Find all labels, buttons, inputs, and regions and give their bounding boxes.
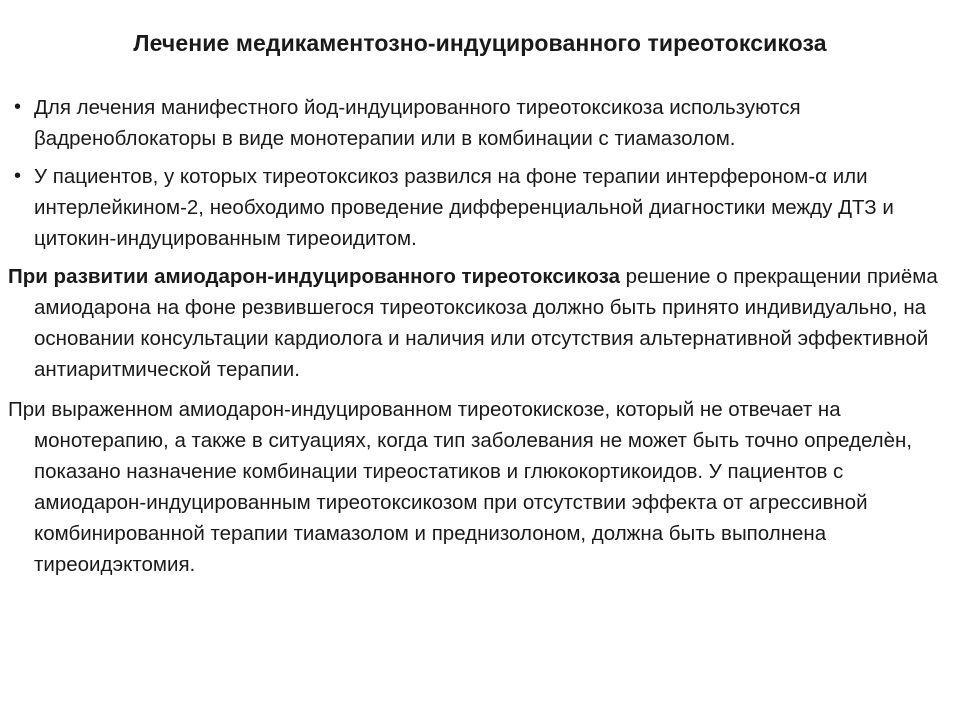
paragraph-amiodarone-decision [8, 261, 948, 385]
bullet-text: Для лечения манифестного йод-индуцированного тиреотоксикоза используются βадреноблокаторы в виде монотерапии или в комбинации с тиамазолом. [34, 96, 801, 150]
bullet-marker: • [14, 96, 22, 118]
slide-content [8, 92, 948, 589]
bullet-item [8, 92, 948, 154]
paragraph-combination-therapy: При выраженном амиодарон-индуцированном тиреотокискозе, который не отвечает на монотерапию, а также в ситуациях, когда тип заболевания не может быть точно определѐн, показано назначение комбинации тиреостатиков и глюкокортикоидов. У пациентов с амиодарон-индуцированным тиреотоксикозом при отсутствии эффекта от агрессивной комбинированной терапии тиамазолом и преднизолоном, должна быть выполнена тиреоидэктомия. [8, 398, 913, 576]
bullet-item [8, 161, 948, 254]
paragraph-text: решение о прекращении приёма амиодарона на фоне резвившегося тиреотоксикоза должно быть принято индивидуально, на основании консультации кардиолога и наличия или отсутствия альтернативной эффективной антиаритмической терапии. [34, 265, 938, 381]
paragraph-bold-lead: При развитии амиодарон-индуцированного тиреотоксикоза [8, 265, 620, 288]
slide-title: Лечение медикаментозно-индуцированного тиреотоксикоза [133, 30, 827, 56]
bullet-marker: • [14, 165, 22, 187]
bullet-text: У пациентов, у которых тиреотоксикоз развился на фоне терапии интерфероном-α или интерлейкином-2, необходимо проведение дифференциальной диагностики между ДТЗ и цитокин-индуцированным тиреоидитом. [34, 165, 894, 250]
